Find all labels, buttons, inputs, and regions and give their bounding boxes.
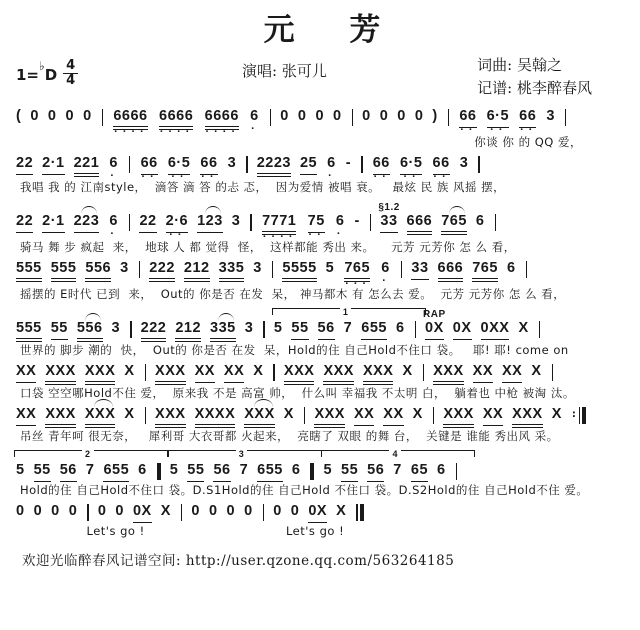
lyrics-row: 吊丝 青年呵 很无奈， 犀利哥 大衣哥都 火起来， 亮瞎了 双眼 的舞 台， 关键是 谁能 秀出风 采。 [20,429,559,443]
song-title: 元 芳 [263,12,403,48]
note-group: X [412,406,423,422]
barline-final [356,503,364,521]
note-group: XX [16,406,36,426]
barline-thin [565,108,567,126]
note-group: 56 [367,462,384,482]
barline-thin [139,260,141,278]
note-group: 0 [16,503,25,519]
note-group: X [336,503,347,519]
note-group: 765 ··· [344,260,372,290]
note-group: 2·1 [42,213,64,233]
barline-thin [246,155,248,173]
note-group: 55 [34,462,51,482]
note-group: X [518,320,529,336]
note-group: 3 [227,155,237,171]
note-group: 0 [68,503,78,519]
note-group: XXX [323,363,354,385]
note-group: X [531,363,542,379]
note-group: 0X [308,503,327,523]
lyrics-row: Hold的住 自己Hold不住口 袋。D.S1Hold的住 自己Hold 不住口 袋。D.S2Hold的住 自己Hold不住 爱。 [20,483,589,497]
note-group: - [345,155,352,171]
note-group: 66 ·· [519,108,538,136]
note-group: XXX [85,406,116,428]
note-group: 66 ·· [140,155,159,183]
time-signature: $\frac{4}{4}$ [63,60,78,87]
note-group: 0 [333,108,342,124]
lyrics-row: 我唱 我 的 江南style， 滴答 滴 答 的忐 忑， 因为爱情 被唱 衰。 最炫 民 族 风摇 摆， [20,180,506,194]
note-group: 655 [257,462,283,482]
octave-dots: · [110,228,119,240]
note-group: 0 [315,108,325,124]
note-group: XX [16,363,36,383]
music-line [16,406,628,444]
key-text: 1=♭D [16,59,58,84]
paren: ) [432,108,438,124]
note-group: 6 · [335,213,346,240]
lyrics-row: 你谈 你 的 QQ 爱， [474,135,582,149]
note-group: 0 [244,503,253,519]
note-group: XX [473,363,493,383]
note-group: XXX [155,363,186,385]
note-group: 655 [103,462,129,482]
note-group: 6·5 ·· [167,155,191,183]
note-group: XXX [244,406,275,428]
note-group: 0 [97,503,107,519]
octave-dots: ·· [171,171,189,183]
barline-thin [87,503,89,521]
note-group: XX [224,363,244,383]
note-group: XX [483,406,503,426]
octave-dots: ···· [262,231,298,243]
note-group: 0 [397,108,406,124]
note-group: 2·6 ·· [165,213,189,241]
notes-row [16,155,628,183]
note-group: 3 [459,155,469,171]
note-group: X [253,363,264,379]
octave-dots: ·· [520,124,538,136]
note-group: 0 [414,108,424,124]
barline-thin [456,462,458,480]
barline-thin [423,363,425,381]
barline-thin [263,503,265,521]
segno-mark: §1.2 [378,202,400,213]
flat-icon: ♭ [39,59,45,73]
note-group: 6 · [381,260,391,287]
octave-dots: ·· [201,171,219,183]
music-line [16,503,628,539]
note-group: 3 [120,260,129,276]
note-group: 55 [51,320,68,340]
note-group: XXX [45,363,76,385]
note-group: 55 [187,462,204,482]
note-group: §1.2 33 [380,213,397,233]
barline-thin [539,320,541,338]
note-group: 0 [51,503,60,519]
note-group: 7 [239,462,249,478]
note-group: 765 [441,213,467,235]
octave-dots: · [382,275,391,287]
note-group: 0 [33,503,43,519]
note-group: 75 ·· [307,213,326,241]
note-group: 7 [393,462,402,478]
note-group: 66 ·· [200,155,219,183]
octave-dots: ···· [159,126,195,138]
note-group: 6 [437,462,446,478]
slur-arc [218,313,234,321]
note-group: 0 [191,503,200,519]
note-group: 6·5 ·· [486,108,510,136]
slur-arc [449,206,465,214]
note-group: 5 [325,260,335,276]
note-group: 6 [138,462,147,478]
octave-dots: ·· [169,229,187,241]
note-group: 65 [411,462,428,482]
note-group: 222 [141,320,167,342]
note-group: 3 [111,320,121,336]
notes-row [16,260,628,290]
volta-number: 1 [340,304,352,321]
note-group: 7771 ···· [262,213,298,243]
note-group: 0XX [481,320,510,340]
note-group: 0 [273,503,282,519]
music-line [16,200,628,255]
note-group: 0 [30,108,39,124]
paren: ( [16,108,22,124]
note-group: 56 [318,320,335,340]
note-group: 5555 [282,260,316,282]
note-group: 3 [546,108,555,124]
note-group: X [551,406,562,422]
barline-thin [250,213,252,231]
note-group: 55 [291,320,308,340]
octave-dots: ·· [490,124,508,136]
note-group: 335 [210,320,236,342]
barline-thin [145,406,147,424]
note-group: 123 [197,213,223,233]
note-group: 3 [244,320,254,336]
note-group: X [124,363,135,379]
note-group: 655 [361,320,387,340]
note-group: 6666 ···· [204,108,241,138]
octave-dots: ·· [460,124,478,136]
note-group: 0X [453,320,472,340]
note-group: 3 5 [170,462,179,481]
octave-dots: ·· [403,171,421,183]
note-group: XX [195,363,215,383]
barline-thin [401,260,403,278]
note-group: 212 [175,320,201,342]
note-group: 0 [379,108,389,124]
note-group: 6 · [327,155,337,182]
slur-arc [254,399,273,407]
note-group: 6 [506,260,516,276]
barline-thin [352,108,354,126]
lyrics-row: 世界的 脚步 潮的 快， Out的 你是否 在发 呆，Hold的住 自己Hold不住口 袋。 耶! 耶! come on [20,343,569,357]
note-group: 22 [16,155,33,175]
notes-row [16,406,628,428]
note-group: 0 [297,108,307,124]
note-group: 7 [343,320,353,336]
barline-thin [145,363,147,381]
note-group: 222 [149,260,175,282]
music-line [16,363,628,401]
octave-dots: ··· [345,278,372,290]
note-group: 556 [85,260,111,282]
barline-thin [415,320,417,338]
note-group: 223 [74,213,100,233]
music-line [16,307,628,358]
note-group: X [124,406,135,422]
octave-dots: ·· [373,171,391,183]
note-group: 0 [280,108,289,124]
barline-thin [263,320,265,338]
volta-number: 3 [236,446,248,463]
note-group: 0 [226,503,236,519]
note-group: 0 [115,503,124,519]
music-lines [16,108,628,539]
note-group: 555 [16,260,42,282]
note-group: 3 [231,213,241,229]
music-line [16,155,628,195]
barline-thin [552,363,554,381]
barline-thin [102,108,104,126]
note-group: 555 [51,260,77,282]
note-group: XXX [512,406,543,428]
note-group: XX [383,406,403,426]
credits [477,54,592,100]
lyricist-label: 词曲: [477,56,513,74]
notator-name: 桃李醉春风 [516,79,592,97]
note-group: XXXX [195,406,236,428]
note-group: 556 [77,320,103,342]
barline-repeat: : [572,406,587,424]
lyrics-row: 口袋 空空哪Hold不住 爱， 原来我 不是 高富 帅， 什么叫 幸福我 不太明 白， 躺着也 中枪 被淘 汰。 [20,386,575,400]
note-group: XXX [363,363,394,385]
note-group: XXX [443,406,474,428]
note-group: 0 [47,108,57,124]
note-group: 6 · [250,108,260,135]
barline-double [310,462,314,480]
note-group: 0 [83,108,92,124]
note-group: 555 [16,320,42,342]
octave-dots: ·· [141,171,159,183]
note-group: 0 [290,503,300,519]
note-group: 7 [85,462,95,478]
note-group: 0 [65,108,75,124]
notes-row [16,363,628,385]
note-group: XXX [284,363,315,385]
key-signature [16,54,186,87]
volta-number: 2 [82,446,94,463]
notes-row [16,202,628,243]
octave-dots: · [110,170,119,182]
note-group: XXX [433,363,464,385]
note-group: 22 [16,213,33,233]
note-group: 666 [407,213,433,235]
octave-dots: · [336,228,346,240]
note-group: 66 ·· [459,108,478,136]
barline-thin [526,260,528,278]
lyrics-row: 摇摆的 E时代 已到 来， Out的 你是否 在发 呆， 神马都木 有 怎么去 爱。 元芳 元芳你 怎 么 看， [20,287,566,301]
barline-thin [304,406,306,424]
note-group: 3 [253,260,262,276]
slur-arc [81,206,97,214]
note-group: 33 [411,260,428,280]
octave-dots: ···· [114,126,149,138]
notes-row [16,503,628,523]
barline-double [157,462,161,480]
note-group: XXX [155,406,186,428]
notes-row [16,108,628,138]
note-group: 55 [341,462,358,482]
note-group: 25 [300,155,317,175]
note-group: XX [354,406,374,426]
notator-label: 记谱: [477,79,513,97]
note-group: 66 ·· [372,155,391,183]
barline-thin [273,363,275,381]
note-group: 56 [213,462,230,482]
barline-thin [370,213,372,231]
barline-thin [361,155,363,173]
note-group: 0 [362,108,371,124]
octave-dots: ·· [433,171,451,183]
note-group: 6666 ···· [159,108,195,138]
header-meta [16,54,628,98]
singer-name: 张可儿 [281,62,327,80]
footer-text: 欢迎光临醉春风记谱空间: http://user.qzone.qq.com/563264185 [22,553,455,569]
note-group: 0 [208,503,218,519]
barline-thin [478,155,480,173]
note-group: 66 ·· [432,155,451,183]
note-group: XX [502,363,522,383]
barline-thin [129,213,131,231]
volta-number: 4 [389,446,401,463]
barline-thin [270,108,272,126]
note-group: 335 [219,260,245,282]
rap-label: RAP [423,309,446,320]
note-group: 6 [291,462,301,478]
note-group: 765 [472,260,498,282]
music-line [16,449,628,498]
slur-arc [205,206,221,214]
barline-thin [129,155,131,173]
music-line [16,260,628,302]
note-group: 2·1 [42,155,64,175]
notes-row [16,449,628,482]
singer-label: 演唱: [242,62,278,80]
octave-dots: · [328,170,337,182]
note-group: 0X [133,503,152,523]
lyrics-row: 骑马 舞 步 疯起 来， 地球 人 都 觉得 怪， 这样都能 秀出 来。 元芳 元芳你 怎 么 看， [20,240,516,254]
barline-thin [272,260,274,278]
note-group: 666 [438,260,464,282]
notes-row [16,307,628,342]
note-group: 6·5 ·· [399,155,423,183]
octave-dots: ···· [205,126,241,138]
octave-dots: ·· [308,229,326,241]
barline-thin [448,108,450,126]
note-group: X [283,406,294,422]
note-group: 6 [395,320,405,336]
note-group: 6 · [109,155,119,182]
note-group: 22 [139,213,156,233]
note-group: 6 [475,213,485,229]
barline-thin [181,503,183,521]
note-group: 56 [60,462,77,482]
note-group: RAP 0X [425,320,444,340]
note-group: XXX [314,406,345,428]
note-group: 1 5 [274,320,283,339]
singer-credit [242,54,327,81]
barline-thin [130,320,132,338]
note-group: 212 [184,260,210,282]
lyrics-row: Let's go ! Let's go ! [20,524,345,538]
note-group: X [402,363,413,379]
note-group: 6 · [109,213,119,240]
barline-thin [433,406,435,424]
note-group: 6666 ···· [113,108,149,138]
music-line [16,108,628,150]
note-group: X [160,503,171,519]
lyricist-name: 吴翰之 [516,56,562,74]
barline-thin [495,213,497,231]
note-group: 4 5 [323,462,332,481]
note-group: 2223 [257,155,291,177]
note-group: 2 5 [16,462,25,481]
octave-dots: · [251,123,260,135]
note-group: XXX [85,363,116,385]
note-group: XXX [45,406,76,428]
slur-arc [85,313,101,321]
note-group: - [354,213,360,229]
lyricist-credit [477,54,592,77]
notator-credit [477,77,592,100]
note-group: 221 [74,155,100,177]
